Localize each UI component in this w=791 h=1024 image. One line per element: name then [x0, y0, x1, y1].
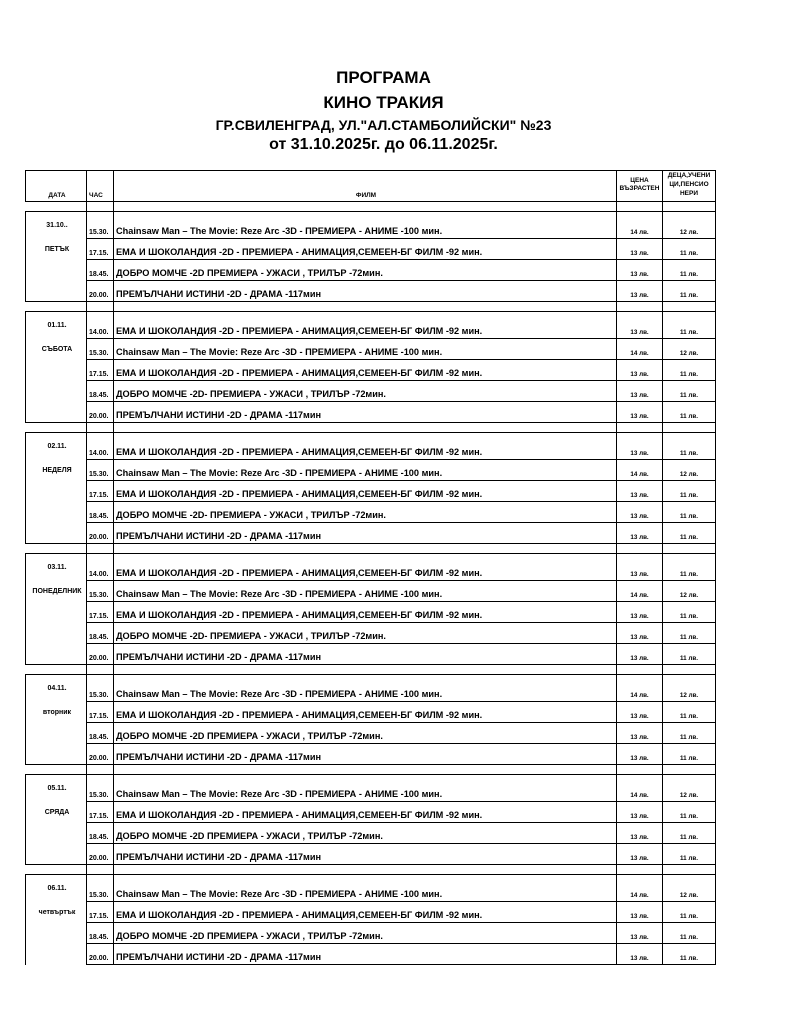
- header-price-adult: ЦЕНА ВЪЗРАСТЕН: [617, 171, 663, 202]
- price-adult: 13 лв.: [617, 481, 663, 502]
- price-adult: 13 лв.: [617, 381, 663, 402]
- show-time: 17.15.: [87, 239, 114, 260]
- price-child: 12 лв.: [663, 675, 716, 702]
- film-title: ПРЕМЪЛЧАНИ ИСТИНИ -2D - ДРАМА -117мин: [114, 944, 617, 965]
- price-child: 11 лв.: [663, 381, 716, 402]
- price-child: 12 лв.: [663, 875, 716, 902]
- separator-cell: [26, 665, 87, 675]
- separator-cell: [663, 665, 716, 675]
- show-time: 18.45.: [87, 381, 114, 402]
- show-time: 20.00.: [87, 281, 114, 302]
- price-adult: 13 лв.: [617, 902, 663, 923]
- film-title: Chainsaw Man – The Movie: Reze Arc -3D - ПРЕМИЕРА - АНИМЕ -100 мин.: [114, 675, 617, 702]
- price-adult: 13 лв.: [617, 260, 663, 281]
- show-time: 20.00.: [87, 944, 114, 965]
- day-date: 02.11.: [26, 433, 87, 460]
- price-child: 11 лв.: [663, 802, 716, 823]
- table-header-row: [26, 171, 716, 202]
- price-child: 12 лв.: [663, 775, 716, 802]
- separator-cell: [114, 865, 617, 875]
- separator-cell: [114, 423, 617, 433]
- film-title: ЕМА И ШОКОЛАНДИЯ -2D - ПРЕМИЕРА - АНИМАЦИЯ,СЕМЕЕН-БГ ФИЛМ -92 мин.: [114, 433, 617, 460]
- day-date: 31.10..: [26, 212, 87, 239]
- day-cell: [26, 502, 87, 523]
- show-time: 18.45.: [87, 502, 114, 523]
- price-child: 11 лв.: [663, 554, 716, 581]
- table-row: [26, 581, 716, 602]
- table-row: [26, 460, 716, 481]
- day-weekday: вторник: [26, 702, 87, 723]
- table-row: [26, 675, 716, 702]
- price-child: 11 лв.: [663, 312, 716, 339]
- table-row: [26, 775, 716, 802]
- day-weekday: СЪБОТА: [26, 339, 87, 360]
- film-title: ПРЕМЪЛЧАНИ ИСТИНИ -2D - ДРАМА -117мин: [114, 744, 617, 765]
- film-title: ЕМА И ШОКОЛАНДИЯ -2D - ПРЕМИЕРА - АНИМАЦИЯ,СЕМЕЕН-БГ ФИЛМ -92 мин.: [114, 312, 617, 339]
- price-child: 11 лв.: [663, 844, 716, 865]
- price-adult: 13 лв.: [617, 360, 663, 381]
- cinema-name: КИНО ТРАКИЯ: [323, 93, 444, 112]
- show-time: 17.15.: [87, 802, 114, 823]
- day-date: 01.11.: [26, 312, 87, 339]
- show-time: 17.15.: [87, 902, 114, 923]
- price-child: 11 лв.: [663, 644, 716, 665]
- separator-cell: [663, 423, 716, 433]
- separator-cell: [663, 865, 716, 875]
- price-adult: 13 лв.: [617, 433, 663, 460]
- separator-cell: [663, 765, 716, 775]
- header-film: ФИЛМ: [114, 171, 617, 202]
- film-title: ПРЕМЪЛЧАНИ ИСТИНИ -2D - ДРАМА -117мин: [114, 402, 617, 423]
- film-title: Chainsaw Man – The Movie: Reze Arc -3D - ПРЕМИЕРА - АНИМЕ -100 мин.: [114, 212, 617, 239]
- table-row: [26, 944, 716, 965]
- schedule-table: [25, 170, 716, 965]
- table-row: [26, 281, 716, 302]
- separator-cell: [26, 302, 87, 312]
- film-title: ЕМА И ШОКОЛАНДИЯ -2D - ПРЕМИЕРА - АНИМАЦИЯ,СЕМЕЕН-БГ ФИЛМ -92 мин.: [114, 702, 617, 723]
- day-separator: [26, 202, 716, 212]
- price-child: 12 лв.: [663, 460, 716, 481]
- film-title: ДОБРО МОМЧЕ -2D- ПРЕМИЕРА - УЖАСИ , ТРИЛЪР -72мин.: [114, 381, 617, 402]
- day-cell: [26, 523, 87, 544]
- film-title: ПРЕМЪЛЧАНИ ИСТИНИ -2D - ДРАМА -117мин: [114, 523, 617, 544]
- table-row: [26, 312, 716, 339]
- price-adult: 13 лв.: [617, 744, 663, 765]
- film-title: ДОБРО МОМЧЕ -2D ПРЕМИЕРА - УЖАСИ , ТРИЛЪР -72мин.: [114, 260, 617, 281]
- show-time: 20.00.: [87, 744, 114, 765]
- show-time: 14.00.: [87, 312, 114, 339]
- show-time: 14.00.: [87, 433, 114, 460]
- show-time: 15.30.: [87, 339, 114, 360]
- day-weekday: ПОНЕДЕЛНИК: [26, 581, 87, 602]
- price-child: 11 лв.: [663, 723, 716, 744]
- separator-cell: [114, 665, 617, 675]
- price-adult: 14 лв.: [617, 212, 663, 239]
- table-row: [26, 723, 716, 744]
- table-row: [26, 644, 716, 665]
- show-time: 15.30.: [87, 460, 114, 481]
- day-cell: [26, 644, 87, 665]
- price-child: 11 лв.: [663, 260, 716, 281]
- film-title: ЕМА И ШОКОЛАНДИЯ -2D - ПРЕМИЕРА - АНИМАЦИЯ,СЕМЕЕН-БГ ФИЛМ -92 мин.: [114, 360, 617, 381]
- price-child: 11 лв.: [663, 602, 716, 623]
- film-title: ДОБРО МОМЧЕ -2D- ПРЕМИЕРА - УЖАСИ , ТРИЛЪР -72мин.: [114, 502, 617, 523]
- day-weekday: ПЕТЪК: [26, 239, 87, 260]
- day-cell: [26, 844, 87, 865]
- day-cell: [26, 823, 87, 844]
- day-cell: [26, 602, 87, 623]
- day-weekday: СРЯДА: [26, 802, 87, 823]
- table-row: [26, 402, 716, 423]
- day-cell: [26, 923, 87, 944]
- separator-cell: [114, 202, 617, 212]
- show-time: 20.00.: [87, 644, 114, 665]
- film-title: Chainsaw Man – The Movie: Reze Arc -3D - ПРЕМИЕРА - АНИМЕ -100 мин.: [114, 775, 617, 802]
- price-adult: 13 лв.: [617, 602, 663, 623]
- table-row: [26, 360, 716, 381]
- price-child: 11 лв.: [663, 923, 716, 944]
- price-adult: 13 лв.: [617, 623, 663, 644]
- separator-cell: [617, 423, 663, 433]
- price-child: 11 лв.: [663, 281, 716, 302]
- separator-cell: [617, 544, 663, 554]
- price-adult: 13 лв.: [617, 281, 663, 302]
- show-time: 15.30.: [87, 875, 114, 902]
- table-row: [26, 239, 716, 260]
- separator-cell: [617, 865, 663, 875]
- film-title: ЕМА И ШОКОЛАНДИЯ -2D - ПРЕМИЕРА - АНИМАЦИЯ,СЕМЕЕН-БГ ФИЛМ -92 мин.: [114, 802, 617, 823]
- price-adult: 13 лв.: [617, 702, 663, 723]
- film-title: ЕМА И ШОКОЛАНДИЯ -2D - ПРЕМИЕРА - АНИМАЦИЯ,СЕМЕЕН-БГ ФИЛМ -92 мин.: [114, 602, 617, 623]
- day-cell: [26, 723, 87, 744]
- price-child: 11 лв.: [663, 433, 716, 460]
- table-row: [26, 523, 716, 544]
- day-cell: [26, 944, 87, 965]
- show-time: 20.00.: [87, 402, 114, 423]
- separator-cell: [26, 544, 87, 554]
- header-time: ЧАС: [87, 171, 114, 202]
- price-adult: 13 лв.: [617, 644, 663, 665]
- day-separator: [26, 302, 716, 312]
- day-cell: [26, 623, 87, 644]
- table-row: [26, 554, 716, 581]
- film-title: ДОБРО МОМЧЕ -2D ПРЕМИЕРА - УЖАСИ , ТРИЛЪР -72мин.: [114, 923, 617, 944]
- day-separator: [26, 665, 716, 675]
- cinema-address: ГР.СВИЛЕНГРАД, УЛ."АЛ.СТАМБОЛИЙСКИ" №23: [215, 117, 552, 133]
- separator-cell: [87, 765, 114, 775]
- price-adult: 13 лв.: [617, 312, 663, 339]
- table-row: [26, 744, 716, 765]
- film-title: ЕМА И ШОКОЛАНДИЯ -2D - ПРЕМИЕРА - АНИМАЦИЯ,СЕМЕЕН-БГ ФИЛМ -92 мин.: [114, 481, 617, 502]
- film-title: Chainsaw Man – The Movie: Reze Arc -3D - ПРЕМИЕРА - АНИМЕ -100 мин.: [114, 460, 617, 481]
- separator-cell: [87, 202, 114, 212]
- table-row: [26, 339, 716, 360]
- price-child: 11 лв.: [663, 902, 716, 923]
- separator-cell: [87, 302, 114, 312]
- price-child: 11 лв.: [663, 523, 716, 544]
- film-title: ЕМА И ШОКОЛАНДИЯ -2D - ПРЕМИЕРА - АНИМАЦИЯ,СЕМЕЕН-БГ ФИЛМ -92 мин.: [114, 554, 617, 581]
- day-weekday: четвъртък: [26, 902, 87, 923]
- show-time: 15.30.: [87, 581, 114, 602]
- show-time: 17.15.: [87, 360, 114, 381]
- show-time: 20.00.: [87, 844, 114, 865]
- show-time: 18.45.: [87, 723, 114, 744]
- separator-cell: [617, 302, 663, 312]
- day-cell: [26, 260, 87, 281]
- price-adult: 13 лв.: [617, 239, 663, 260]
- table-row: [26, 875, 716, 902]
- film-title: ПРЕМЪЛЧАНИ ИСТИНИ -2D - ДРАМА -117мин: [114, 281, 617, 302]
- price-adult: 13 лв.: [617, 554, 663, 581]
- separator-cell: [114, 302, 617, 312]
- show-time: 17.15.: [87, 602, 114, 623]
- header-price-child: ДЕЦА,УЧЕНИ ЦИ,ПЕНСИО НЕРИ: [663, 171, 716, 202]
- separator-cell: [26, 765, 87, 775]
- price-adult: 14 лв.: [617, 875, 663, 902]
- separator-cell: [114, 765, 617, 775]
- price-adult: 14 лв.: [617, 460, 663, 481]
- table-row: [26, 481, 716, 502]
- price-adult: 14 лв.: [617, 675, 663, 702]
- day-date: 03.11.: [26, 554, 87, 581]
- price-adult: 14 лв.: [617, 581, 663, 602]
- header-date: ДАТА: [26, 171, 87, 202]
- day-cell: [26, 360, 87, 381]
- program-title: ПРОГРАМА: [336, 68, 431, 87]
- price-child: 11 лв.: [663, 239, 716, 260]
- price-adult: 13 лв.: [617, 523, 663, 544]
- separator-cell: [617, 202, 663, 212]
- separator-cell: [663, 302, 716, 312]
- price-adult: 13 лв.: [617, 402, 663, 423]
- film-title: ПРЕМЪЛЧАНИ ИСТИНИ -2D - ДРАМА -117мин: [114, 644, 617, 665]
- price-child: 11 лв.: [663, 402, 716, 423]
- show-time: 17.15.: [87, 702, 114, 723]
- day-date: 06.11.: [26, 875, 87, 902]
- price-child: 11 лв.: [663, 702, 716, 723]
- price-child: 11 лв.: [663, 944, 716, 965]
- day-separator: [26, 865, 716, 875]
- price-adult: 13 лв.: [617, 823, 663, 844]
- table-row: [26, 433, 716, 460]
- day-date: 05.11.: [26, 775, 87, 802]
- table-row: [26, 260, 716, 281]
- day-cell: [26, 744, 87, 765]
- film-title: ПРЕМЪЛЧАНИ ИСТИНИ -2D - ДРАМА -117мин: [114, 844, 617, 865]
- price-child: 12 лв.: [663, 339, 716, 360]
- day-separator: [26, 765, 716, 775]
- film-title: ДОБРО МОМЧЕ -2D ПРЕМИЕРА - УЖАСИ , ТРИЛЪР -72мин.: [114, 823, 617, 844]
- price-child: 11 лв.: [663, 744, 716, 765]
- day-date: 04.11.: [26, 675, 87, 702]
- separator-cell: [87, 423, 114, 433]
- table-row: [26, 212, 716, 239]
- price-adult: 13 лв.: [617, 923, 663, 944]
- film-title: ЕМА И ШОКОЛАНДИЯ -2D - ПРЕМИЕРА - АНИМАЦИЯ,СЕМЕЕН-БГ ФИЛМ -92 мин.: [114, 902, 617, 923]
- date-range: от 31.10.2025г. до 06.11.2025г.: [269, 136, 498, 153]
- table-row: [26, 844, 716, 865]
- day-cell: [26, 481, 87, 502]
- show-time: 20.00.: [87, 523, 114, 544]
- film-title: ДОБРО МОМЧЕ -2D ПРЕМИЕРА - УЖАСИ , ТРИЛЪР -72мин.: [114, 723, 617, 744]
- film-title: Chainsaw Man – The Movie: Reze Arc -3D - ПРЕМИЕРА - АНИМЕ -100 мин.: [114, 581, 617, 602]
- table-row: [26, 381, 716, 402]
- show-time: 18.45.: [87, 823, 114, 844]
- film-title: Chainsaw Man – The Movie: Reze Arc -3D - ПРЕМИЕРА - АНИМЕ -100 мин.: [114, 339, 617, 360]
- film-title: ЕМА И ШОКОЛАНДИЯ -2D - ПРЕМИЕРА - АНИМАЦИЯ,СЕМЕЕН-БГ ФИЛМ -92 мин.: [114, 239, 617, 260]
- price-child: 11 лв.: [663, 823, 716, 844]
- table-row: [26, 702, 716, 723]
- separator-cell: [617, 665, 663, 675]
- table-row: [26, 502, 716, 523]
- separator-cell: [663, 202, 716, 212]
- table-row: [26, 623, 716, 644]
- separator-cell: [87, 865, 114, 875]
- separator-cell: [26, 202, 87, 212]
- film-title: Chainsaw Man – The Movie: Reze Arc -3D - ПРЕМИЕРА - АНИМЕ -100 мин.: [114, 875, 617, 902]
- table-row: [26, 902, 716, 923]
- table-row: [26, 823, 716, 844]
- show-time: 15.30.: [87, 775, 114, 802]
- day-separator: [26, 544, 716, 554]
- show-time: 18.45.: [87, 260, 114, 281]
- table-row: [26, 602, 716, 623]
- show-time: 15.30.: [87, 212, 114, 239]
- show-time: 14.00.: [87, 554, 114, 581]
- price-adult: 13 лв.: [617, 844, 663, 865]
- price-child: 11 лв.: [663, 481, 716, 502]
- price-child: 12 лв.: [663, 581, 716, 602]
- day-weekday: НЕДЕЛЯ: [26, 460, 87, 481]
- price-child: 11 лв.: [663, 623, 716, 644]
- table-row: [26, 802, 716, 823]
- day-cell: [26, 281, 87, 302]
- show-time: 15.30.: [87, 675, 114, 702]
- price-adult: 14 лв.: [617, 775, 663, 802]
- price-adult: 13 лв.: [617, 802, 663, 823]
- price-adult: 14 лв.: [617, 339, 663, 360]
- separator-cell: [114, 544, 617, 554]
- price-adult: 13 лв.: [617, 723, 663, 744]
- price-child: 11 лв.: [663, 502, 716, 523]
- separator-cell: [663, 544, 716, 554]
- show-time: 18.45.: [87, 623, 114, 644]
- day-separator: [26, 423, 716, 433]
- price-child: 12 лв.: [663, 212, 716, 239]
- film-title: ДОБРО МОМЧЕ -2D- ПРЕМИЕРА - УЖАСИ , ТРИЛЪР -72мин.: [114, 623, 617, 644]
- show-time: 18.45.: [87, 923, 114, 944]
- separator-cell: [87, 665, 114, 675]
- table-row: [26, 923, 716, 944]
- price-adult: 13 лв.: [617, 944, 663, 965]
- separator-cell: [26, 865, 87, 875]
- price-adult: 13 лв.: [617, 502, 663, 523]
- day-cell: [26, 381, 87, 402]
- separator-cell: [26, 423, 87, 433]
- separator-cell: [617, 765, 663, 775]
- day-cell: [26, 402, 87, 423]
- price-child: 11 лв.: [663, 360, 716, 381]
- separator-cell: [87, 544, 114, 554]
- show-time: 17.15.: [87, 481, 114, 502]
